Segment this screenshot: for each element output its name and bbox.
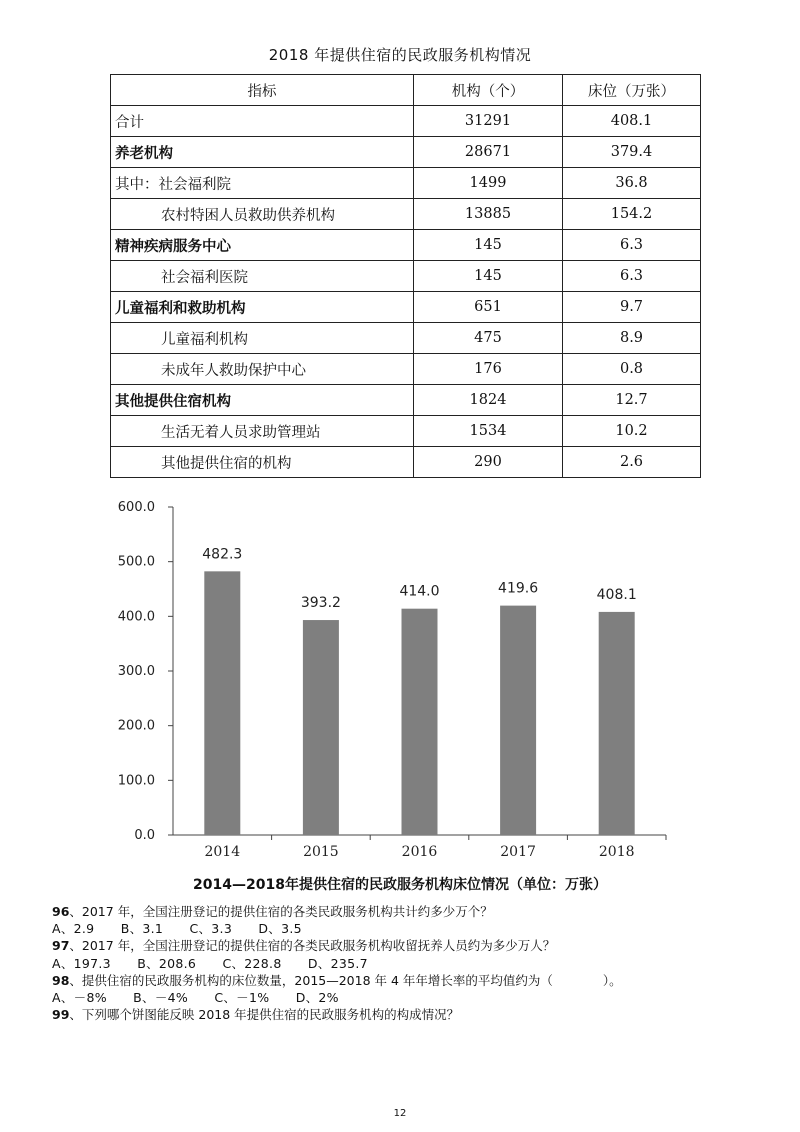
row-beds: 9.7 [563,292,701,323]
table-row [111,199,701,230]
table-row [111,168,701,199]
option-c: C、3.3 [189,921,233,937]
y-tick-label: 100.0 [117,773,155,789]
bar-value-label: 414.0 [399,583,440,600]
row-beds: 10.2 [563,416,701,447]
question-text: 、提供住宿的民政服务机构的床位数量，2015—2018 年 4 年年增长率的平均值约为（ ）。 [69,972,622,988]
bar-value-label: 408.1 [596,586,637,603]
question-number: 96 [52,904,70,919]
table-row [111,354,701,385]
row-institutions: 176 [414,354,563,385]
row-name: 儿童福利机构 [111,323,414,354]
bar [402,609,438,835]
row-institutions: 1824 [414,385,563,416]
x-tick-label: 2016 [401,844,438,860]
option-b: B、－4% [133,990,189,1006]
option-a: A、2.9 [52,921,95,937]
row-beds: 154.2 [563,199,701,230]
row-beds: 12.7 [563,385,701,416]
question-96 [52,903,772,920]
table-row [111,230,701,261]
row-beds: 6.3 [563,230,701,261]
row-name: 未成年人救助保护中心 [111,354,414,385]
row-institutions: 290 [414,447,563,478]
page-number: 12 [393,1108,407,1119]
question-number: 99 [52,1007,70,1023]
option-b: B、208.6 [137,955,197,971]
question-text: 、2017 年，全国注册登记的提供住宿的各类民政服务机构共计约多少万个？ [69,904,493,919]
row-beds: 2.6 [563,447,701,478]
row-institutions: 1534 [414,416,563,447]
option-c: C、228.8 [222,955,282,971]
question-99 [52,1006,772,1023]
table-title: 2018 年提供住宿的民政服务机构情况 [268,46,532,64]
table-row [111,137,701,168]
row-beds: 408.1 [563,106,701,137]
question-98 [52,972,772,989]
header-beds: 床位（万张） [563,75,701,106]
question-98-options [52,989,772,1006]
bar [500,606,536,835]
table-row [111,292,701,323]
option-b: B、3.1 [120,921,164,937]
question-96-options [52,920,772,937]
row-name: 精神疾病服务中心 [111,230,414,261]
institutions-table [110,74,701,478]
y-tick-label: 0.0 [134,828,155,843]
row-institutions: 145 [414,230,563,261]
table-row [111,323,701,354]
bar-value-label: 393.2 [300,595,341,612]
row-beds: 8.9 [563,323,701,354]
row-institutions: 651 [414,292,563,323]
option-a: A、197.3 [52,955,111,971]
question-text: 、2017 年，全国注册登记的提供住宿的各类民政服务机构收留抚养人员约为多少万人？ [69,938,556,954]
row-institutions: 13885 [414,199,563,230]
row-name: 合计 [111,106,414,137]
header-institutions: 机构（个） [414,75,563,106]
y-tick-label: 200.0 [117,718,155,734]
row-name: 养老机构 [111,137,414,168]
row-institutions: 28671 [414,137,563,168]
question-97 [52,937,772,954]
y-tick-label: 300.0 [117,664,155,679]
question-text: 、下列哪个饼图能反映 2018 年提供住宿的民政服务机构的构成情况？ [69,1007,460,1023]
row-institutions: 1499 [414,168,563,199]
x-tick-label: 2014 [204,844,241,860]
table-row [111,385,701,416]
y-tick-label: 500.0 [117,554,155,570]
y-tick-label: 400.0 [117,609,155,625]
beds-bar-chart [100,495,680,870]
table-row [111,447,701,478]
row-institutions: 145 [414,261,563,292]
row-name: 生活无着人员求助管理站 [111,416,414,447]
x-tick-label: 2015 [303,844,339,860]
bar [204,571,240,835]
x-tick-label: 2017 [500,844,536,860]
row-name: 儿童福利和救助机构 [111,292,414,323]
row-beds: 6.3 [563,261,701,292]
row-name: 其中：社会福利院 [111,168,414,199]
row-beds: 0.8 [563,354,701,385]
y-tick-label: 600.0 [117,500,155,515]
question-97-options [52,955,772,972]
option-d: D、3.5 [258,921,302,937]
row-name: 社会福利医院 [111,261,414,292]
row-beds: 36.8 [563,168,701,199]
row-name: 其他提供住宿的机构 [111,447,414,478]
header-indicator: 指标 [111,75,414,106]
row-institutions: 31291 [414,106,563,137]
question-number: 98 [52,972,70,988]
table-header-row [111,75,701,106]
x-tick-label: 2018 [598,844,635,860]
bar [599,612,635,835]
row-name: 农村特困人员救助供养机构 [111,199,414,230]
table-row [111,106,701,137]
chart-caption: 2014—2018年提供住宿的民政服务机构床位情况（单位：万张） [193,877,607,893]
option-d: D、2% [295,990,339,1006]
questions-section [52,903,772,1023]
option-d: D、235.7 [307,955,368,971]
option-c: C、－1% [214,990,270,1006]
row-name: 其他提供住宿机构 [111,385,414,416]
table-row [111,261,701,292]
table-row [111,416,701,447]
row-beds: 379.4 [563,137,701,168]
bar [303,620,339,835]
bar-value-label: 482.3 [202,546,243,563]
option-a: A、－8% [52,990,107,1006]
question-number: 97 [52,938,70,954]
row-institutions: 475 [414,323,563,354]
bar-value-label: 419.6 [498,580,539,597]
